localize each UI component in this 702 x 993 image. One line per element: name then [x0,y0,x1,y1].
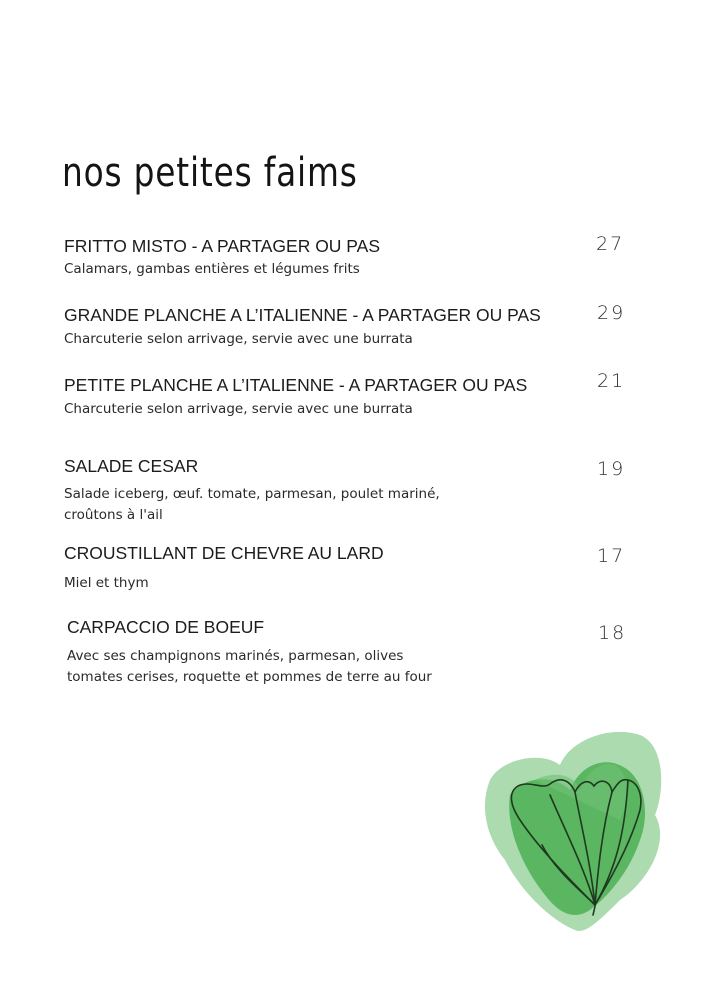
dish-description: Charcuterie selon arrivage, servie avec une burrata [64,331,413,347]
dish-price: 27 [596,233,625,255]
dish-description-line2: tomates cerises, roquette et pommes de terre au four [67,669,432,685]
dish-name: GRANDE PLANCHE A L’ITALIENNE - A PARTAGER OU PAS [64,305,541,325]
dish-description-line2: croûtons à l'ail [64,507,163,523]
dish-price: 17 [597,545,626,567]
dish-price: 21 [597,370,626,392]
dish-name: CROUSTILLANT DE CHEVRE AU LARD [64,543,384,563]
dish-name: PETITE PLANCHE A L’ITALIENNE - A PARTAGER OU PAS [64,375,528,395]
dish-description: Calamars, gambas entières et légumes frits [64,261,360,277]
dish-price: 18 [598,622,627,644]
dish-name: SALADE CESAR [64,456,199,476]
lettuce-illustration [480,720,680,940]
lettuce-watercolor-icon [485,732,661,931]
dish-description: Salade iceberg, œuf. tomate, parmesan, poulet mariné, [64,486,440,502]
dish-description: Avec ses champignons marinés, parmesan, olives [67,648,404,664]
dish-description: Miel et thym [64,575,149,591]
dish-price: 19 [597,458,626,480]
dish-name: CARPACCIO DE BOEUF [67,617,265,637]
section-title: nos petites faims [62,150,358,196]
dish-name: FRITTO MISTO - A PARTAGER OU PAS [64,236,381,256]
dish-price: 29 [597,302,626,324]
dish-description: Charcuterie selon arrivage, servie avec une burrata [64,401,413,417]
